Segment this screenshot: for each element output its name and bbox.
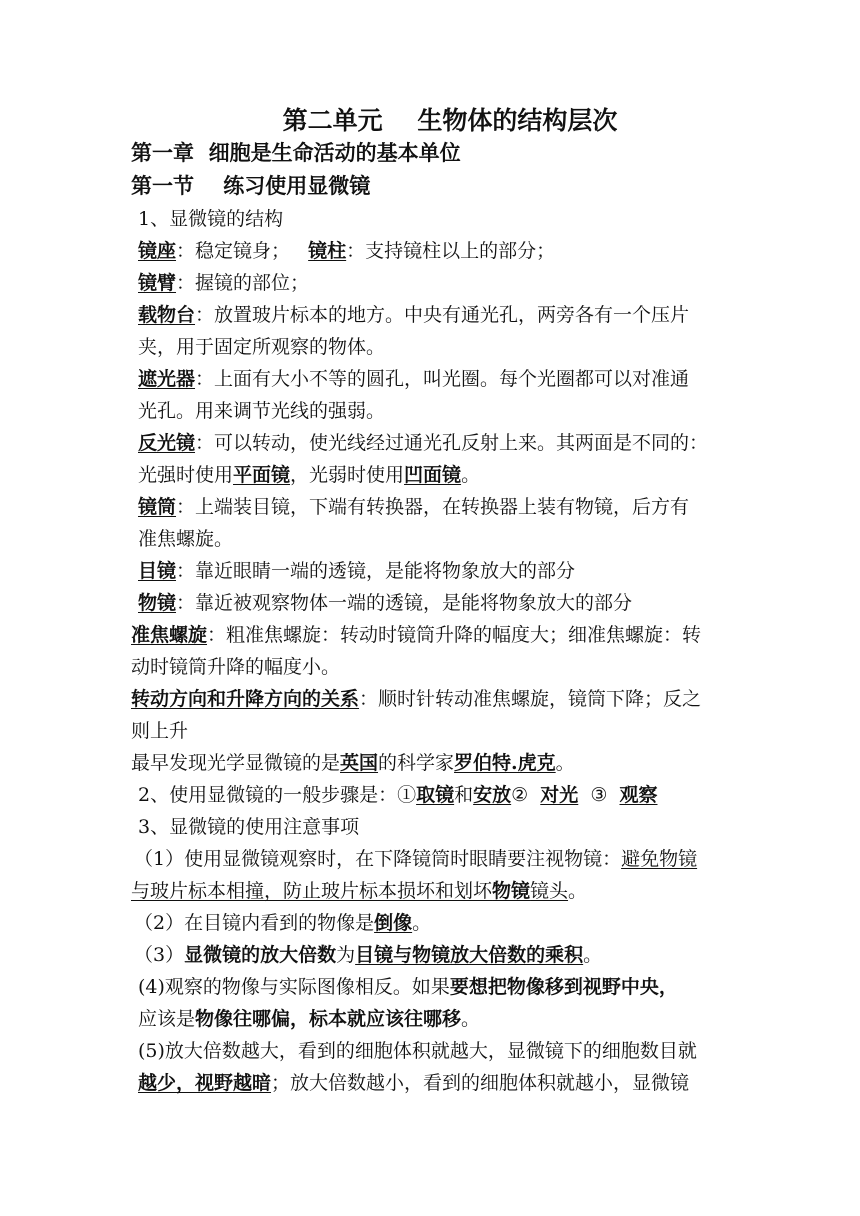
text-segment: ：上面有大小不等的圆孔，叫光圈。每个光圈都可以对准通 [195, 368, 690, 390]
term-diaphragm: 遮光器 [138, 368, 196, 390]
term-robert-hooke: 罗伯特.虎克 [454, 752, 556, 774]
text-segment: ：可以转动，使光线经过通光孔反射上来。其两面是不同的： [195, 432, 709, 454]
term-objective: 物镜 [138, 592, 177, 614]
underlined-text: 与玻片标本相撞，防止玻片标本损坏和划坏 [131, 880, 493, 902]
note-1 [134, 846, 697, 872]
paragraph-focus-knob [131, 622, 701, 648]
emphasis-text: 物像往哪偏，标本就应该往哪移 [195, 1008, 462, 1030]
structure-heading: 1、显微镜的结构 [138, 208, 284, 230]
underlined-text: 镜头 [530, 880, 569, 902]
term-objective-bold: 物镜 [492, 880, 531, 902]
note-5: (5)放大倍数越大，看到的细胞体积就越大，显微镜下的细胞数目就 [138, 1040, 697, 1062]
term-eyepiece: 目镜 [138, 560, 177, 582]
note-1-cont [131, 878, 587, 904]
text-segment: ：靠近眼睛一端的透镜，是能将物象放大的部分 [176, 560, 576, 582]
text-segment: 2、使用显微镜的一般步骤是：① [138, 784, 417, 806]
term-inverted-image: 倒像 [374, 912, 413, 934]
paragraph-rotation [131, 686, 701, 712]
paragraph-tube [138, 494, 689, 520]
text-segment: ③ [578, 784, 620, 806]
note-4 [138, 974, 678, 1000]
paragraph-stage [138, 302, 689, 328]
text-segment: ：顺时针转动准焦螺旋，镜筒下降；反之 [359, 688, 702, 710]
note-3 [134, 942, 602, 968]
text-segment: 。 [461, 464, 481, 486]
paragraph-focus-knob-cont: 动时镜筒升降的幅度小。 [131, 656, 341, 678]
paragraph-arm [138, 270, 309, 296]
text-segment: ：靠近被观察物体一端的透镜，是能将物象放大的部分 [176, 592, 633, 614]
unit-title: 第二单元 生物体的结构层次 [282, 106, 618, 135]
term-flat-mirror: 平面镜 [233, 464, 291, 486]
paragraph-mirror [138, 430, 708, 456]
term-focus-knob: 准焦螺旋 [131, 624, 208, 646]
term-magnification: 显微镜的放大倍数 [184, 944, 337, 966]
note-2 [134, 910, 431, 936]
term-fewer-darker: 越少，视野越暗 [138, 1072, 272, 1094]
paragraph-tube-cont: 准焦螺旋。 [138, 528, 234, 550]
text-segment: ：握镜的部位； [176, 272, 310, 294]
term-light: 对光 [540, 784, 579, 806]
section-heading: 第一节 练习使用显微镜 [131, 173, 371, 198]
text-segment: ：上端装目镜，下端有转换器，在转换器上装有物镜，后方有 [176, 496, 690, 518]
term-mirror: 反光镜 [138, 432, 196, 454]
paragraph-diaphragm [138, 366, 689, 392]
text-segment: 。 [555, 752, 575, 774]
text-segment: （1）使用显微镜观察时，在下降镜筒时眼睛要注视物镜： [134, 848, 622, 870]
text-segment: ，光弱时使用 [290, 464, 405, 486]
notes-heading: 3、显微镜的使用注意事项 [138, 816, 360, 838]
paragraph-diaphragm-cont: 光孔。用来调节光线的强弱。 [138, 400, 386, 422]
term-pillar: 镜柱 [308, 240, 347, 262]
term-observe: 观察 [619, 784, 658, 806]
text-segment: 的科学家 [378, 752, 455, 774]
paragraph-rotation-cont: 则上升 [131, 720, 189, 742]
paragraph-steps [138, 782, 658, 808]
term-magnification-product: 目镜与物镜放大倍数的乘积 [355, 944, 584, 966]
paragraph-objective [138, 590, 632, 616]
term-stage: 载物台 [138, 304, 196, 326]
text-segment: 。 [568, 880, 588, 902]
text-segment: ：放置玻片标本的地方。中央有通光孔，两旁各有一个压片 [195, 304, 690, 326]
text-segment: 。 [583, 944, 603, 966]
text-segment: （2）在目镜内看到的物像是 [134, 912, 375, 934]
term-arm: 镜臂 [138, 272, 177, 294]
emphasis-text: 要想把物像移到视野中央， [449, 976, 678, 998]
chapter-heading: 第一章 细胞是生命活动的基本单位 [131, 140, 461, 165]
note-5-cont [138, 1070, 689, 1096]
text-segment: ② [511, 784, 541, 806]
text-segment: ：粗准焦螺旋：转动时镜筒升降的幅度大；细准焦螺旋：转 [207, 624, 702, 646]
term-place: 安放 [473, 784, 512, 806]
term-base: 镜座 [138, 240, 177, 262]
term-tube: 镜筒 [138, 496, 177, 518]
text-segment: ：支持镜柱以上的部分； [346, 240, 556, 262]
paragraph-stage-cont: 夹，用于固定所观察的物体。 [138, 336, 386, 358]
text-segment: ：稳定镜身； [176, 240, 309, 262]
term-take: 取镜 [416, 784, 455, 806]
text-segment: 。 [412, 912, 432, 934]
text-segment: （3） [134, 944, 185, 966]
paragraph-eyepiece [138, 558, 575, 584]
text-segment: 光强时使用 [138, 464, 234, 486]
text-segment: (4)观察的物像与实际图像相反。如果 [138, 976, 450, 998]
text-segment: 。 [461, 1008, 481, 1030]
paragraph-mirror-cont [138, 462, 480, 488]
term-rotation-relation: 转动方向和升降方向的关系 [131, 688, 360, 710]
text-segment: 最早发现光学显微镜的是 [131, 752, 341, 774]
text-segment: ；放大倍数越小，看到的细胞体积就越小，显微镜 [271, 1072, 690, 1094]
note-4-cont [138, 1006, 480, 1032]
text-segment: 应该是 [138, 1008, 196, 1030]
paragraph-history [131, 750, 575, 776]
text-segment: 和 [454, 784, 474, 806]
underlined-text: 避免物镜 [621, 848, 698, 870]
paragraph-base-pillar [138, 238, 555, 264]
text-segment: 为 [336, 944, 356, 966]
term-concave-mirror: 凹面镜 [404, 464, 462, 486]
term-england: 英国 [340, 752, 379, 774]
